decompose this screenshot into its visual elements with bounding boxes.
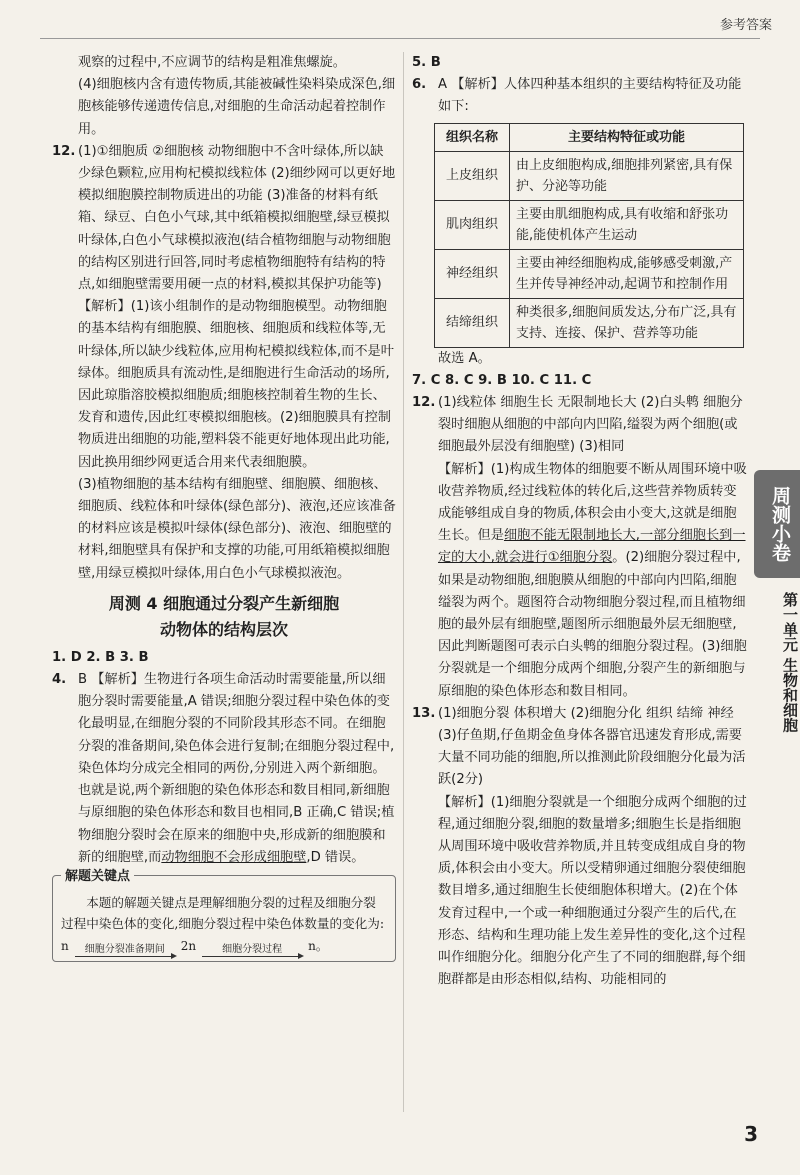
- table-header-row: [435, 123, 744, 151]
- table-cell: 肌肉组织: [435, 200, 510, 249]
- arrow-icon: [75, 956, 175, 957]
- answer-text: A 【解析】人体四种基本组织的主要结构特征及功能如下:: [438, 77, 742, 115]
- paragraph: 观察的过程中,不应调节的结构是粗准焦螺旋。: [78, 55, 346, 70]
- formula-2n: 2n: [180, 938, 197, 953]
- header-label: 参考答案: [719, 18, 772, 33]
- table-header-cell: 主要结构特征或功能: [510, 123, 744, 151]
- question-13: [412, 703, 748, 992]
- answer-text: [78, 669, 396, 869]
- arrow-label: 细胞分裂过程: [222, 943, 283, 955]
- left-column: [52, 52, 396, 962]
- table-row: [435, 151, 744, 200]
- table-row: [435, 200, 744, 249]
- question-number: 6.: [412, 77, 427, 93]
- table-cell: 神经组织: [435, 249, 510, 298]
- key-point-text: 本题的解题关键点是理解细胞分裂的过程及细胞分裂过程中染色体的变化,细胞分裂过程中染色体数量的变化为:: [61, 894, 385, 931]
- section-title-line-2: 动物体的结构层次: [159, 619, 288, 639]
- answer-end: ,D 错误。: [306, 849, 365, 865]
- key-point-title: 解题关键点: [61, 866, 134, 887]
- analysis-text: (3)植物细胞的基本结构有细胞壁、细胞膜、细胞核、细胞质、线粒体和叶绿体(绿色部分)、液泡,还应该准备的材料应该是模拟叶绿体(绿色部分)、液泡、细胞壁的材料,细胞壁具有保护和支撑的功能,可用纸箱模拟细胞壁,用绿豆模拟叶绿体,用白色小气球模拟液泡。: [78, 476, 396, 581]
- table-cell: 结缔组织: [435, 298, 510, 347]
- analysis-text: [438, 459, 748, 703]
- formula-n: n: [61, 938, 69, 953]
- answer-text: (1)细胞分裂 体积增大 (2)细胞分化 组织 结缔 神经 (3)仔鱼期,仔鱼期金鱼身体各器官迅速发育形成,需要大量不同功能的细胞,所以推测此阶段细胞分化最为活跃(2分): [438, 705, 746, 788]
- answer-line: 1. D 2. B 3. B: [52, 649, 149, 665]
- table-header-cell: 组织名称: [435, 123, 510, 151]
- question-4: [52, 669, 396, 869]
- paragraph: (4)细胞核内含有遗传物质,其能被碱性染料染成深色,细胞核能够传递遗传信息,对细胞的生命活动起着控制作用。: [78, 77, 396, 137]
- table-row: [435, 298, 744, 347]
- answer-text: (1)①细胞质 ②细胞核 动物细胞中不含叶绿体,所以缺少绿色颗粒,应用枸杞模拟线粒体 (2)细纱网可以更好地模拟细胞膜控制物质进出的功能 (3)准备的材料有纸箱、绿豆、白色小气球,其中纸箱模拟细胞壁,绿豆模拟叶绿体,白色小气球模拟液泡(结合植物细胞与动物细胞的结构区别进行回答,同时考虑植物细胞特有结构的特点,如细胞壁需要用硬一点的材料,模拟其保护功能等): [78, 143, 396, 293]
- analysis-body: 【解析】(1)构成生物体的细胞要不断从周围环境中吸收营养物质,经过线粒体的转化后,这些营养物质转变成能够组成自身的物质,体积会由小变大,这就是细胞生长。但是: [438, 461, 747, 544]
- underlined-text: 动物细胞不会形成细胞壁: [161, 849, 307, 865]
- table-cell: 上皮组织: [435, 151, 510, 200]
- question-number: 12.: [52, 143, 76, 159]
- analysis-text: 【解析】(1)细胞分裂就是一个细胞分成两个细胞的过程,通过细胞分裂,细胞的数量增多;细胞生长是指细胞从周围环境中吸收营养物质,并且转变成组成自身的物质,体积会由小变大。所以受精卵通过细胞分裂使细胞数目增多,通过细胞生长使细胞体积增大。(2)在个体发育过程中,一个或一种细胞通过分裂产生的后代,在形态、结构和生理功能上发生差异性的变化,这个过程叫作细胞分化。细胞分化产生了不同的细胞群,每个细胞群都是由形态相似,结构、功能相同的: [438, 794, 747, 988]
- arrow-label: 细胞分裂准备期间: [84, 943, 165, 955]
- answer-text: (1)线粒体 细胞生长 无限制地长大 (2)白头鹎 细胞分裂时细胞从细胞的中部向内凹陷,缢裂为两个细胞(或细胞最外层没有细胞壁) (3)相同: [438, 395, 743, 455]
- page-number: 3: [744, 1122, 758, 1146]
- header-rule: [40, 38, 760, 39]
- side-tab: [754, 470, 800, 790]
- table-cell: 主要由神经细胞构成,能够感受刺激,产生并传导神经冲动,起调节和控制作用: [510, 249, 744, 298]
- section-title: [52, 591, 396, 643]
- table-cell: 主要由肌细胞构成,具有收缩和舒张功能,能使机体产生运动: [510, 200, 744, 249]
- key-point-box: [52, 868, 396, 962]
- table-cell: 由上皮细胞构成,细胞排列紧密,具有保护、分泌等功能: [510, 151, 744, 200]
- right-column: [412, 52, 748, 992]
- table-row: [435, 249, 744, 298]
- question-number: 13.: [412, 705, 436, 721]
- section-title-line-1: 周测 4 细胞通过分裂产生新细胞: [108, 593, 340, 613]
- question-number: 4.: [52, 672, 67, 688]
- formula-arrow: [75, 944, 175, 957]
- question-6: [412, 74, 748, 118]
- side-tab-unit: 第一单元 生物和细胞: [781, 592, 799, 733]
- question-12-right: [412, 392, 748, 703]
- answer-line: 7. C 8. C 9. B 10. C 11. C: [412, 372, 592, 388]
- answer-conclusion: 故选 A。: [438, 350, 491, 366]
- underlined-text: 细胞不能无限制地长大,一部分细胞长到一定的大小,就会进行①细胞分裂: [438, 528, 746, 566]
- answer-line: 5. B: [412, 55, 441, 70]
- tissue-table: [434, 123, 744, 348]
- table-cell: 种类很多,细胞间质发达,分布广泛,具有支持、连接、保护、营养等功能: [510, 298, 744, 347]
- formula-arrow: [202, 944, 302, 957]
- formula-n-end: n。: [308, 938, 328, 953]
- column-divider: [403, 52, 404, 1112]
- question-number: 12.: [412, 395, 436, 411]
- analysis-text: 【解析】(1)该小组制作的是动物细胞模型。动物细胞的基本结构有细胞膜、细胞核、细胞质和线粒体等,无叶绿体,所以缺少线粒体,应用枸杞模拟线粒体,而不是叶绿体。细胞质具有流动性,是细胞进行生命活动的场所,因此琼脂溶胶模拟细胞质;细胞核控制着生物的生长、发育和遗传,因此红枣模拟细胞核。(2)细胞膜具有控制物质进出细胞的功能,塑料袋不能更好地体现出此功能,因此换用细纱网更适合用来代表细胞膜。: [78, 299, 394, 470]
- chromosome-formula: [61, 936, 387, 957]
- answer-body: B 【解析】生物进行各项生命活动时需要能量,所以细胞分裂时需要能量,A 错误;细胞分裂过程中染色体的变化最明显,在细胞分裂的不同阶段其形态不同。在细胞分裂的准备期间,染色体会进行复制;在细胞分裂过程中,染色体均分成完全相同的两份,分别进入两个新细胞。也就是说,两个新细胞的染色体形态和数目相同,新细胞与原细胞的染色体形态和数目也相同,B 正确,C 错误;植物细胞分裂时会在原来的细胞中央,形成新的细胞膜和新的细胞壁,而: [78, 672, 395, 865]
- arrow-icon: [202, 956, 302, 957]
- analysis-rest: 。(2)细胞分裂过程中,如果是动物细胞,细胞膜从细胞的中部向内凹陷,细胞缢裂为两个。题图符合动物细胞分裂过程,而且植物细胞的最外层有细胞壁,题图所示细胞最外层无细胞壁,因此判断题图可表示白头鹎的细胞分裂过程。(3)细胞分裂就是一个细胞分成两个细胞,分裂产生的新细胞与原细胞的染色体形态和数目相同。: [438, 550, 747, 699]
- question-12-left: [52, 141, 396, 585]
- side-tab-label: 周测小卷: [754, 470, 800, 578]
